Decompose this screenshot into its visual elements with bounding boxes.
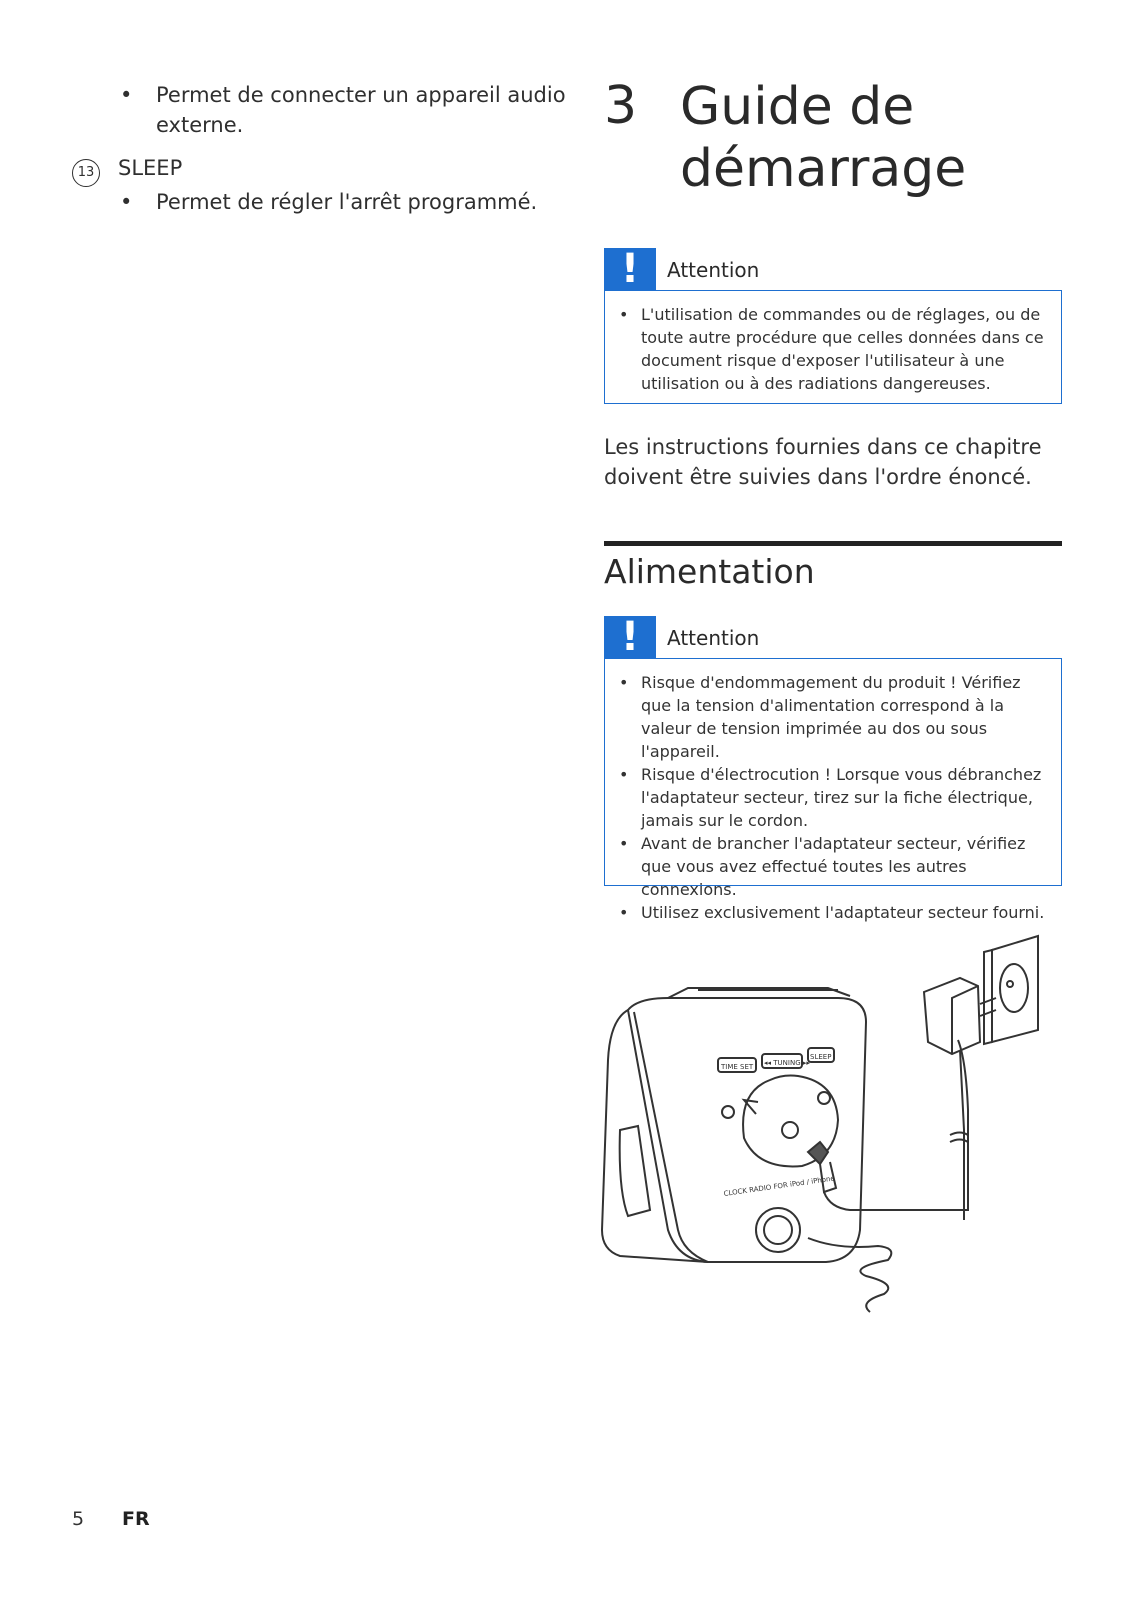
warning-icon: !	[604, 248, 656, 290]
item-number-badge: 13	[72, 159, 100, 187]
section-title: Alimentation	[604, 552, 815, 591]
item-13-title: SLEEP	[118, 156, 183, 180]
device-label: CLOCK RADIO FOR iPod / iPhone	[723, 1174, 836, 1198]
bullet-dot: •	[120, 190, 133, 214]
warning-icon: !	[604, 616, 656, 658]
attention-item	[619, 832, 1047, 901]
attention-text: Utilisez exclusivement l'adaptateur secteur fourni.	[641, 903, 1045, 922]
item-12-description: Permet de connecter un appareil audio externe.	[156, 83, 566, 137]
attention-box	[604, 290, 1062, 404]
attention-label: Attention	[667, 626, 760, 650]
attention-item	[619, 763, 1047, 832]
device-side	[602, 1010, 708, 1262]
wall-socket	[992, 936, 1038, 1042]
bullet-dot: •	[120, 83, 133, 107]
bullet-dot: •	[619, 765, 629, 784]
tuning-label: ◂◂ TUNING ▸▸	[764, 1059, 810, 1067]
power-connection-illustration	[598, 930, 1078, 1320]
bullet-dot: •	[619, 673, 629, 692]
intro-paragraph: Les instructions fournies dans ce chapitre doivent être suivies dans l'ordre énoncé.	[604, 435, 1042, 489]
chapter-title: Guide de démarrage	[680, 77, 967, 199]
bullet-dot: •	[619, 834, 629, 853]
attention-item	[619, 303, 1047, 395]
language-code: FR	[122, 1508, 150, 1530]
bullet-dot: •	[619, 903, 629, 922]
page-number: 5	[72, 1508, 85, 1530]
chapter-number: 3	[604, 76, 638, 136]
sleep-label: SLEEP	[810, 1053, 832, 1061]
attention-item	[619, 901, 1047, 924]
attention-text: Avant de brancher l'adaptateur secteur, vérifiez que vous avez effectué toutes les autres connexions.	[641, 834, 1026, 899]
bullet-dot: •	[619, 305, 629, 324]
time-set-label: TIME SET	[721, 1063, 754, 1071]
speaker-cone	[756, 1208, 800, 1252]
attention-box	[604, 658, 1062, 922]
item-13-description: Permet de régler l'arrêt programmé.	[156, 190, 538, 214]
attention-text: Risque d'endommagement du produit ! Vérifiez que la tension d'alimentation correspond à la valeur de tension imprimée au dos ou sous l'appareil.	[641, 673, 1021, 761]
attention-item	[619, 671, 1047, 763]
section-divider	[604, 541, 1062, 546]
attention-label: Attention	[667, 258, 760, 282]
device-body	[628, 998, 866, 1262]
attention-text: L'utilisation de commandes ou de réglages, ou de toute autre procédure que celles données dans ce document risque d'exposer l'utilisateur à une utilisation ou à des radiations dangereuses.	[641, 305, 1044, 393]
attention-text: Risque d'électrocution ! Lorsque vous débranchez l'adaptateur secteur, tirez sur la fiche électrique, jamais sur le cordon.	[641, 765, 1042, 830]
